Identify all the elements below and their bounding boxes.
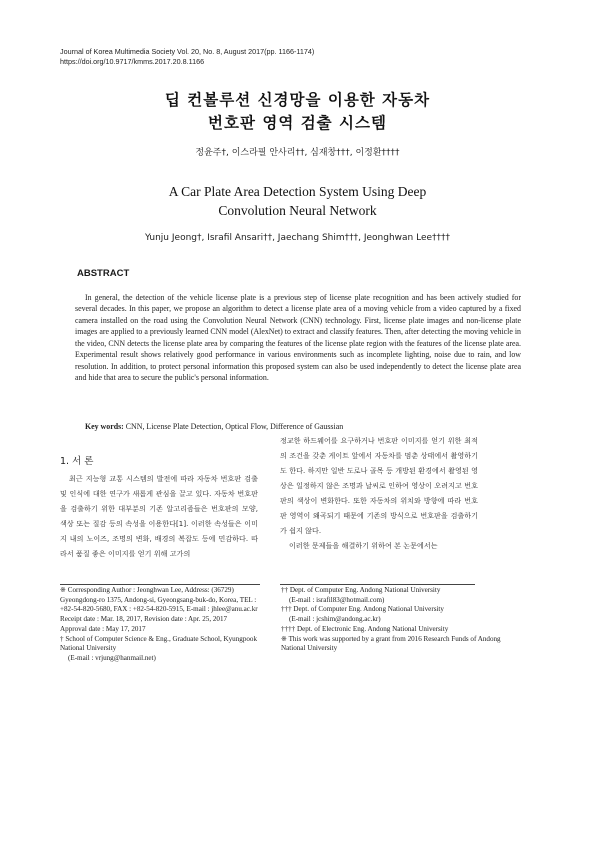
english-title-line1: A Car Plate Area Detection System Using Deep <box>168 184 427 199</box>
intro-paragraph-1: 최근 지능형 교통 시스템의 발전에 따라 자동차 번호판 검출 및 인식에 대한 연구가 새롭게 관심을 끌고 있다. 자동차 번호판을 검출하기 위한 대부분의 기존 알고리즘들은 번호판의 모양, 색상 또는 질감 등의 속성을 이용한다[1]. 이러한 속성들은 이미지 내의 노이즈, 조명의 변화, 배경의 복잡도 등에 민감하다. 따라서 품질 좋은 이미지를 얻기 위해 고가의 <box>60 474 258 558</box>
author1-affiliation: † School of Computer Science & Eng., Graduate School, Kyungpook National University <box>60 634 259 653</box>
abstract-heading: ABSTRACT <box>77 268 130 279</box>
intro-paragraph-1-continued: 정교한 하드웨어를 요구하거나 번호판 이미지를 얻기 위한 최적의 조건을 갖춘 게이트 앞에서 자동차를 멈춘 상태에서 촬영하기도 한다. 하지만 일반 도로나 골목 등 개방된 환경에서 촬영된 영상은 일정하지 않은 조명과 날씨로 인하여 영상이 오려지고 번호판의 색상이 변화한다. 또한 자동차의 위치와 방향에 따라 번호판 영역이 왜곡되기 때문에 기존의 방식으로 번호판을 검출하기가 쉽지 않다. <box>280 436 478 535</box>
korean-title-line1: 딥 컨볼루션 신경망을 이용한 자동차 <box>164 91 431 109</box>
footnote-divider-right <box>280 584 475 585</box>
intro-left-column <box>60 471 258 561</box>
author4-affiliation: †††† Dept. of Electronic Eng. Andong National University <box>281 624 449 633</box>
author2-affiliation: †† Dept. of Computer Eng. Andong National University <box>281 586 441 594</box>
english-authors: Yunju Jeong†, Israfil Ansari††, Jaechang Shim†††, Jeonghwan Lee†††† <box>144 233 451 243</box>
author2-email: (E-mail : israfil83@hotmail.com) <box>289 595 385 604</box>
footnotes-right <box>281 586 501 654</box>
abstract-body: In general, the detection of the vehicle license plate is a previous step of license plate recognition and has been actively studied for several decades. In this paper, we propose an algorithm to detect a license plate area of a moving vehicle from a video captured by a fixed camera installed on the road using the Convolution Neural Network (CNN) technology. First, license plate images and non-license plate images are applied to a previously learned CNN model (AlexNet) to extract and classify features. Then, after detecting the moving vehicle in the video, CNN detects the license plate area by comparing the features of the license plate region with the features of the license plate area. Experimental result shows relatively good performance in various environments such as incomplete lighting, noise due to rain, and low resolution. In addition, to protect personal information this proposed system can also be used independently to detect the license plate area and hide that area to secure the public's personal information. <box>75 293 521 383</box>
funding-note: ※ This work was supported by a grant from 2016 Research Funds of Andong National University <box>281 634 503 653</box>
keywords-list: CNN, License Plate Detection, Optical Flow, Difference of Gaussian <box>125 422 344 431</box>
footnotes-left <box>60 586 260 664</box>
corresponding-author-note: ※ Corresponding Author : Jeonghwan Lee, Address: (36729) Gyeongdong-ro 1375, Andong-si, Gyeongsang-buk-do, Korea, TEL : +82-54-820-5680, FAX : +82-54-820-5915, E-mail : jhlee@anu.ac.kr <box>60 586 259 614</box>
keywords <box>85 422 343 431</box>
author3-email: (E-mail : jcshim@andong.ac.kr) <box>289 615 381 624</box>
author1-email: (E-mail : vrjung@hanmail.net) <box>68 653 156 662</box>
approval-date-note: Approval date : May 17, 2017 <box>60 624 146 633</box>
journal-citation: Journal of Korea Multimedia Society Vol. 20, No. 8, August 2017(pp. 1166-1174) <box>60 47 315 56</box>
english-title-line2: Convolution Neural Network <box>218 203 377 218</box>
doi-link[interactable]: https://doi.org/10.9717/kmms.2017.20.8.1166 <box>60 57 205 66</box>
footnote-divider-left <box>60 584 260 585</box>
section-heading-introduction: 1. 서 론 <box>60 456 94 467</box>
author3-affiliation: ††† Dept. of Computer Eng. Andong National University <box>281 605 444 614</box>
intro-paragraph-2: 이러한 문제들을 해결하기 위하여 본 논문에서는 <box>289 541 438 550</box>
keywords-label: Key words: <box>85 422 124 431</box>
receipt-date-note: Receipt date : Mar. 18, 2017, Revision date : Apr. 25, 2017 <box>60 615 228 624</box>
intro-right-column <box>280 433 478 553</box>
korean-title-line2: 번호판 영역 검출 시스템 <box>208 114 387 132</box>
korean-authors: 정윤주†, 이스라필 안사리††, 심재창†††, 이정환†††† <box>195 148 400 158</box>
